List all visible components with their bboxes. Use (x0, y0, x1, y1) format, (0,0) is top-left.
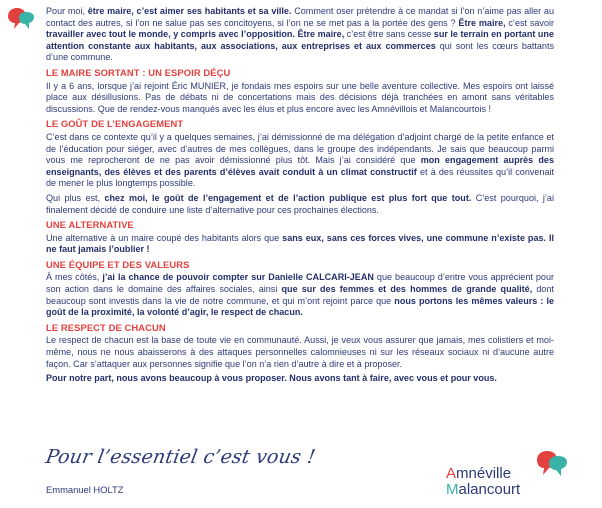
body-text: qui sont les cœurs battants d’une commune. (46, 40, 555, 63)
body-text: Le respect de chacun est la base de toute vie en communauté. Aussi, je veux vous assurer que jamais, mes colistiers et moi-même, nous ne nous abaisserons à des attaques personnelles calomnieuses ni sur les réseaux sociaux ni d’aucune autre façon. Car s’attaquer aux personnes signifie que l’on n’a rien d’autre à dire et à proposer. (46, 335, 554, 369)
letter-body (46, 6, 554, 390)
logo-line-2: Malancourt (446, 481, 521, 498)
emphasis-text: Être maire, (458, 17, 506, 28)
section-heading: LE RESPECT DE CHACUN (46, 321, 166, 333)
section-paragraph (46, 335, 554, 370)
section-heading: LE GOÛT DE L’ENGAGEMENT (46, 118, 184, 130)
section-paragraph (46, 233, 554, 256)
intro-paragraph (46, 6, 554, 64)
section-paragraph (46, 193, 554, 216)
handwritten-signature: Pour l’essentiel c’est vous ! (44, 446, 318, 468)
emphasis-text: chez moi, le goût de l’engagement et de l’action publique est plus fort que tout. (104, 192, 472, 203)
signer-name: Emmanuel HOLTZ (46, 484, 124, 495)
letter-sections (46, 67, 554, 370)
body-text: c’est savoir (505, 17, 554, 28)
body-text: Pour moi, (46, 6, 88, 16)
emphasis-text: j’ai la chance de pouvoir compter sur Danielle CALCARI-JEAN (102, 272, 374, 283)
section-heading: UNE ALTERNATIVE (46, 219, 134, 231)
emphasis-text: que sur des femmes et des hommes de grande qualité, (281, 284, 533, 295)
body-text: C’est dans ce contexte qu’il y a quelques semaines, j’ai démissionné de ma délégation d’adjoint chargé de la petite enfance et de l’éducation pour siéger, avec d’autres de mes collègues, dans le groupe des indépendants. Je sais que beaucoup parmi vous me reprocheront de ne pas avoir démissionné plus tôt. Mais j’ai considéré que (46, 131, 554, 166)
body-text: Comment oser prétendre à ce mandat si l’on n’aime pas aller au contact des autres, si l’on ne salue pas ses concitoyens, si l’on ne se met pas à la portée des gens ? (46, 6, 554, 28)
town-logo (446, 448, 596, 504)
section-heading: LE MAIRE SORTANT : UN ESPOIR DÉÇU (46, 66, 231, 78)
body-text: que beaucoup d’entre vous apprécient pour son action dans le domaine des affaires sociales, ainsi (46, 272, 555, 295)
emphasis-text: sans eux, sans ces forces vives, une commune n’existe pas. Il ne faut jamais l’oublier ! (46, 232, 554, 255)
emphasis-text: mon engagement auprès des enseignants, des élèves et des parents d’élèves avait conduit à un climat constructif (46, 155, 554, 177)
body-text: Il y a 6 ans, lorsque j’ai rejoint Éric MUNIER, je fondais mes espoirs sur une belle aventure collective. Mes espoirs ont laissé place aux désillusions. Pas de débats ni de concertations mais des décisions déjà tranchées en amont sans véritables discussions. Que de rendez-vous manqués avec les élus et plus encore avec les Amnévillois et Malancourtois ! (46, 80, 554, 114)
body-text: et à des réussites qu’il convenait de mener le plus longtemps possible. (46, 166, 554, 189)
emphasis-text: être maire, c’est aimer ses habitants et sa ville. (87, 6, 292, 16)
speech-bubbles-icon (534, 448, 570, 480)
body-text: c’est être sans cesse (344, 29, 434, 40)
emphasis-text: nous portons les mêmes valeurs : le goût de la proximité, la volonté d’agir, le respect de chacun. (46, 295, 554, 318)
body-text: C’est pourquoi, j’ai finalement décidé de conduire une liste d’alternative pour ces prochaines élections. (46, 192, 554, 215)
logo-line-1: Amnéville (446, 465, 512, 482)
body-text: Qui plus est, (46, 192, 105, 203)
emphasis-text: sur le terrain en portant une attention constante aux habitants, aux associations, aux entreprises et aux commerces (46, 29, 554, 51)
section-paragraph (46, 81, 554, 116)
logo-text (446, 466, 520, 498)
section-paragraph (46, 132, 554, 190)
speech-bubbles-icon (6, 5, 36, 33)
section-paragraph (46, 272, 554, 318)
body-text: dont beaucoup sont investis dans la vie de notre commune, et qui m’ont rejoint parce que (46, 284, 554, 306)
body-text: À mes côtés, (46, 272, 103, 283)
section-heading: UNE ÉQUIPE ET DES VALEURS (46, 258, 190, 270)
closing-line: Pour notre part, nous avons beaucoup à vous proposer. Nous avons tant à faire, avec vous et pour vous. (46, 373, 497, 384)
emphasis-text: travailler avec tout le monde, y compris avec l’opposition. Être maire, (46, 29, 345, 40)
body-text: Une alternative à un maire coupé des habitants alors que (46, 232, 283, 243)
